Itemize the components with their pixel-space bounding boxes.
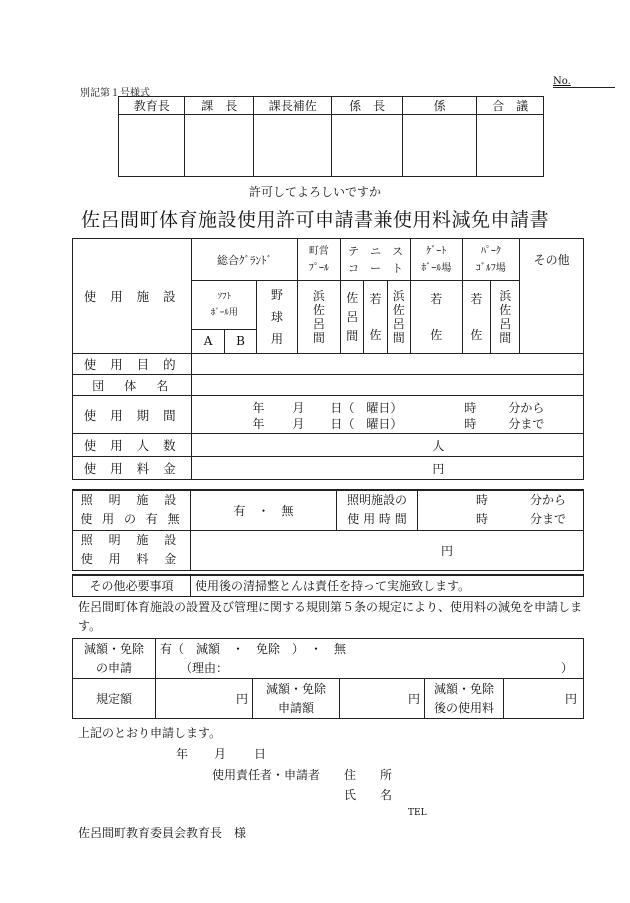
facility-group-tennis: テ ニ ス コ ー ト [341,239,411,281]
approval-table [118,96,544,177]
softball-b[interactable]: B [224,329,256,353]
facility-label: 使 用 施 設 [73,239,192,354]
address-label: 住 所 [344,768,393,782]
fee-label: 使 用 料 金 [73,457,192,480]
period-label: 使 用 期 間 [73,396,192,434]
responsible-label: 使用責任者・申請者 [212,768,321,782]
facility-tennis-wakasa[interactable]: 若 佐 [364,281,387,354]
req-amount-field[interactable]: 円 [340,679,425,719]
lighting-use-label: 照 明 施 設 使 用 の 有 無 [73,490,191,530]
other-req-text: 使用後の清掃整とんは責任を持って実施致します。 [191,575,584,596]
reduction-choice[interactable]: 有（ 減額 ・ 免除 ） ・ 無 [160,641,347,656]
approval-col-kacho: 課 長 [185,97,254,115]
std-fee-label: 規定額 [73,679,156,719]
doc-number-label: No. [553,76,571,87]
approval-caption: 許可してよろしいですか [248,185,381,199]
approval-stamp-cell[interactable] [332,115,403,177]
date-day: 日 [254,747,267,761]
softball-a[interactable]: A [192,329,224,353]
facility-parkgolf-wakasa[interactable]: 若 佐 [462,281,491,354]
approval-stamp-cell[interactable] [254,115,332,177]
after-fee-field[interactable]: 円 [504,679,584,719]
lighting-time-label: 照明施設の 使 用 時 間 [337,490,418,530]
people-label: 使 用 人 数 [73,434,192,457]
facility-pool-hamasaroma[interactable]: 浜 佐 呂 間 [297,281,341,354]
approval-col-gogi: 合 議 [477,97,544,115]
facility-tennis-saroma[interactable]: 佐 呂 間 [341,281,364,354]
group-field[interactable] [192,375,584,396]
facility-group-sogo: 総合ｸﾞﾗﾝﾄﾞ [192,239,297,281]
facility-group-pool: 町営 ﾌﾟｰﾙ [297,239,341,281]
reduction-table [72,638,584,719]
reduction-reason: （理由： [180,660,229,675]
date-year: 年 [176,747,189,761]
date-month: 月 [214,747,227,761]
reduction-label: 減額・免除 の申請 [73,639,156,679]
softball-label: ｿﾌﾄ ﾎﾞｰﾙ用 [192,281,257,330]
approval-col-kakaricho: 係 長 [332,97,403,115]
lighting-choice[interactable]: 有 ・ 無 [191,490,337,530]
period-field[interactable]: 年 月 日 （ 曜日） 時 分から 年 月 日 （ 曜日） 時 分まで [192,396,584,434]
req-amount-label: 減額・免除 申請額 [253,679,340,719]
facility-group-parkgolf: ﾊﾟｰｸ ｺﾞﾙﾌ場 [462,239,520,281]
tel-label: TEL [408,808,427,818]
after-fee-label: 減額・免除 後の使用料 [425,679,504,719]
approval-stamp-cell[interactable] [477,115,544,177]
group-label: 団 体 名 [73,375,192,396]
facility-group-gateball: ｹﾞｰﾄ ﾎﾞｰﾙ場 [410,239,462,281]
approval-stamp-cell[interactable] [185,115,254,177]
form-number-label: 別記第１号様式 [80,88,150,99]
std-fee-field[interactable]: 円 [156,679,253,719]
doc-number-field[interactable] [553,76,615,88]
reduction-choice-field[interactable]: 有（ 減額 ・ 免除 ） ・ 無 （理由： ） [156,639,584,679]
application-table [72,238,584,480]
facility-gateball-wakasa[interactable]: 若 佐 [410,281,462,354]
approval-col-kakari: 係 [402,97,476,115]
facility-yakyu[interactable]: 野 球 用 [257,281,297,354]
people-field[interactable]: 人 [192,434,584,457]
facility-tennis-hamasaroma[interactable]: 浜 佐 呂 間 [387,281,410,354]
facility-parkgolf-hamasaroma[interactable]: 浜 佐 呂 間 [491,281,520,354]
purpose-field[interactable] [192,354,584,375]
lighting-fee-label: 照 明 施 設 使 用 料 金 [73,530,191,570]
approval-stamp-cell[interactable] [402,115,476,177]
name-label: 氏 名 [344,788,393,802]
purpose-label: 使 用 目 的 [73,354,192,375]
applies-text: 上記のとおり申請します。 [78,726,222,740]
approval-stamp-cell[interactable] [119,115,185,177]
lighting-time-field[interactable]: 時 分から 時 分まで [418,490,584,530]
approval-col-kyoikucho: 教育長 [119,97,185,115]
lighting-fee-field[interactable]: 円 [191,530,584,570]
approval-col-kachohosa: 課長補佐 [254,97,332,115]
other-req-label: その他必要事項 [73,575,191,596]
facility-group-other[interactable]: その他 [520,239,584,354]
other-table [72,574,584,597]
page-title: 佐呂間町体育施設使用許可申請書兼使用料減免申請書 [80,209,549,231]
fee-field[interactable]: 円 [192,457,584,480]
addressee: 佐呂間町教育委員会教育長 様 [78,826,247,840]
regulation-text: 佐呂間町体育施設の設置及び管理に関する規則第５条の規定により、使用料の減免を申請します。 [78,600,583,633]
lighting-table [72,489,584,571]
